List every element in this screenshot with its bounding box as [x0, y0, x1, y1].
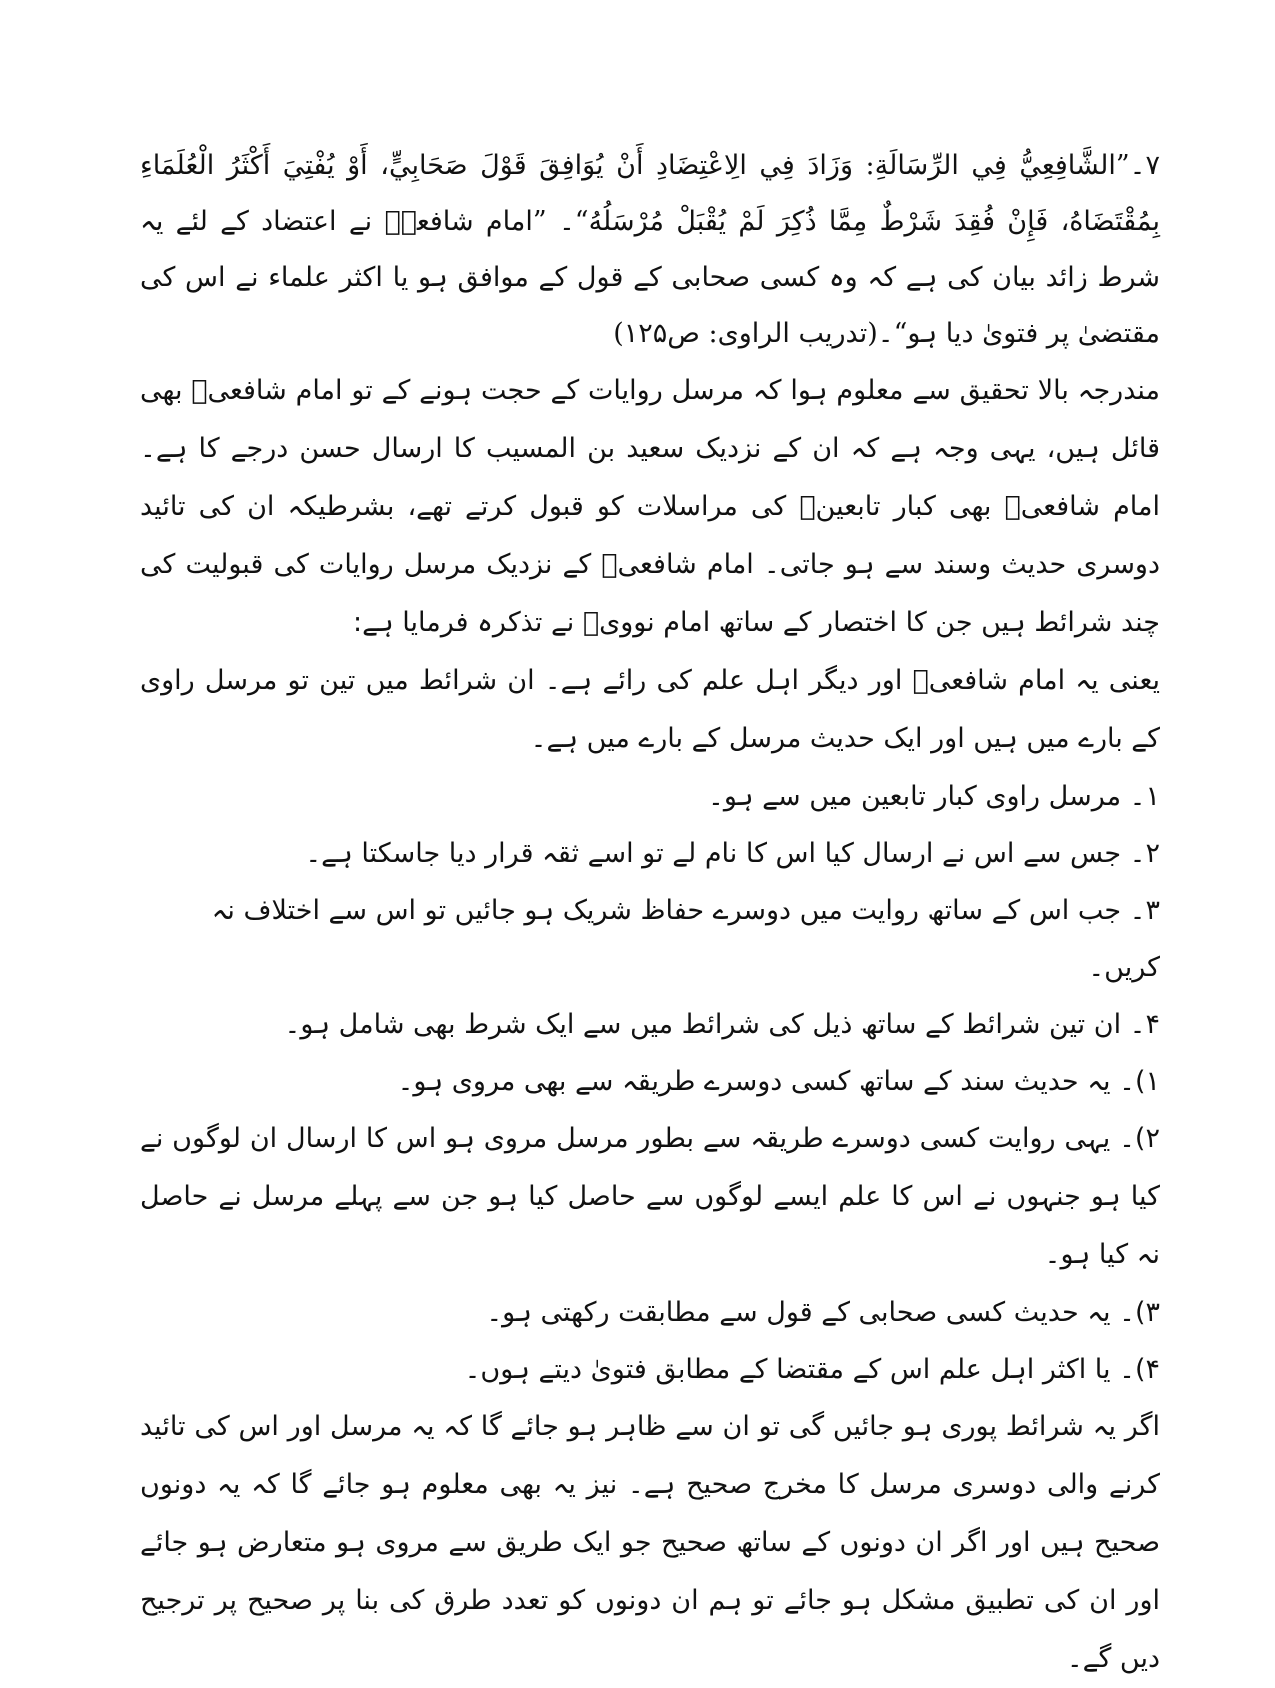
document-page	[140, 138, 1160, 1674]
conditions-intro-paragraph: یعنی یہ امام شافعیؒ اور دیگر اہل علم کی رائے ہے۔ ان شرائط میں تین تو مرسل راوی کے بارے میں ہیں اور ایک حدیث مرسل کے بارے میں ہے۔	[140, 665, 1160, 754]
quotation-paragraph: ۷۔”الشَّافِعِيُّ فِي الرِّسَالَةِ: وَزَادَ فِي الِاعْتِضَادِ أَنْ يُوَافِقَ قَوْلَ صَحَابِيٍّ، أَوْ يُفْتِيَ أَكْثَرُ الْعُلَمَاءِ بِمُقْتَضَاهُ، فَإِنْ فُقِدَ شَرْطٌ مِمَّا ذُكِرَ لَمْ يُقْبَلْ مُرْسَلُهُ“۔ ”امام شافعیؒ نے اعتضاد کے لئے یہ شرط زائد بیان کی ہے کہ وہ کسی صحابی کے قول کے موافق ہو یا اکثر علماء نے اس کی مقتضیٰ پر فتویٰ دیا ہو“۔(تدریب الراوی: ص۱۲۵)	[140, 150, 1160, 349]
condition-item-4: ۴۔ ان تین شرائط کے ساتھ ذیل کی شرائط میں سے ایک شرط بھی شامل ہو۔	[284, 1009, 1160, 1040]
conclusion-paragraph: اگر یہ شرائط پوری ہو جائیں گی تو ان سے ظاہر ہو جائے گا کہ یہ مرسل اور اس کی تائید کرنے والی دوسری مرسل کا مخرج صحیح ہے۔ نیز یہ بھی معلوم ہو جائے گا کہ یہ دونوں صحیح ہیں اور اگر ان دونوں کے ساتھ صحیح جو ایک طریق سے مروی ہو متعارض ہو جائے اور ان کی تطبیق مشکل ہو جائے تو ہم ان دونوں کو تعدد طرق کی بنا پر صحیح پر ترجیح دیں گے۔	[140, 1411, 1160, 1674]
condition-item-1: ۱۔ مرسل راوی کبار تابعین میں سے ہو۔	[708, 781, 1160, 812]
sub-conditions-list	[140, 1053, 1160, 1398]
sub-condition-item-2: ۲)۔ یہی روایت کسی دوسرے طریقہ سے بطور مرسل مروی ہو اس کا ارسال ان لوگوں نے کیا ہو جنہوں نے اس کا علم ایسے لوگوں سے حاصل کیا ہو جن سے پہلے مرسل نے حاصل نہ کیا ہو۔	[140, 1123, 1160, 1270]
analysis-paragraph: مندرجہ بالا تحقیق سے معلوم ہوا کہ مرسل روایات کے حجت ہونے کے تو امام شافعیؒ بھی قائل ہیں، یہی وجہ ہے کہ ان کے نزدیک سعید بن المسیب کا ارسال حسن درجے کا ہے۔ امام شافعیؒ بھی کبار تابعینؒ کی مراسلات کو قبول کرتے تھے، بشرطیکہ ان کی تائید دوسری حدیث وسند سے ہو جاتی۔ امام شافعیؒ کے نزدیک مرسل روایات کی قبولیت کی چند شرائط ہیں جن کا اختصار کے ساتھ امام نوویؒ نے تذکرہ فرمایا ہے:	[140, 375, 1160, 638]
condition-item-3: ۳۔ جب اس کے ساتھ روایت میں دوسرے حفاظ شریک ہو جائیں تو اس سے اختلاف نہ کریں۔	[211, 895, 1160, 983]
conditions-list	[140, 768, 1160, 1053]
sub-condition-item-1: ۱)۔ یہ حدیث سند کے ساتھ کسی دوسرے طریقہ سے بھی مروی ہو۔	[397, 1066, 1160, 1097]
condition-item-2: ۲۔ جس سے اس نے ارسال کیا اس کا نام لے تو اسے ثقہ قرار دیا جاسکتا ہے۔	[305, 838, 1160, 869]
sub-condition-item-4: ۴)۔ یا اکثر اہل علم اس کے مقتضا کے مطابق فتویٰ دیتے ہوں۔	[464, 1354, 1160, 1385]
sub-condition-item-3: ۳)۔ یہ حدیث کسی صحابی کے قول سے مطابقت رکھتی ہو۔	[486, 1297, 1160, 1328]
